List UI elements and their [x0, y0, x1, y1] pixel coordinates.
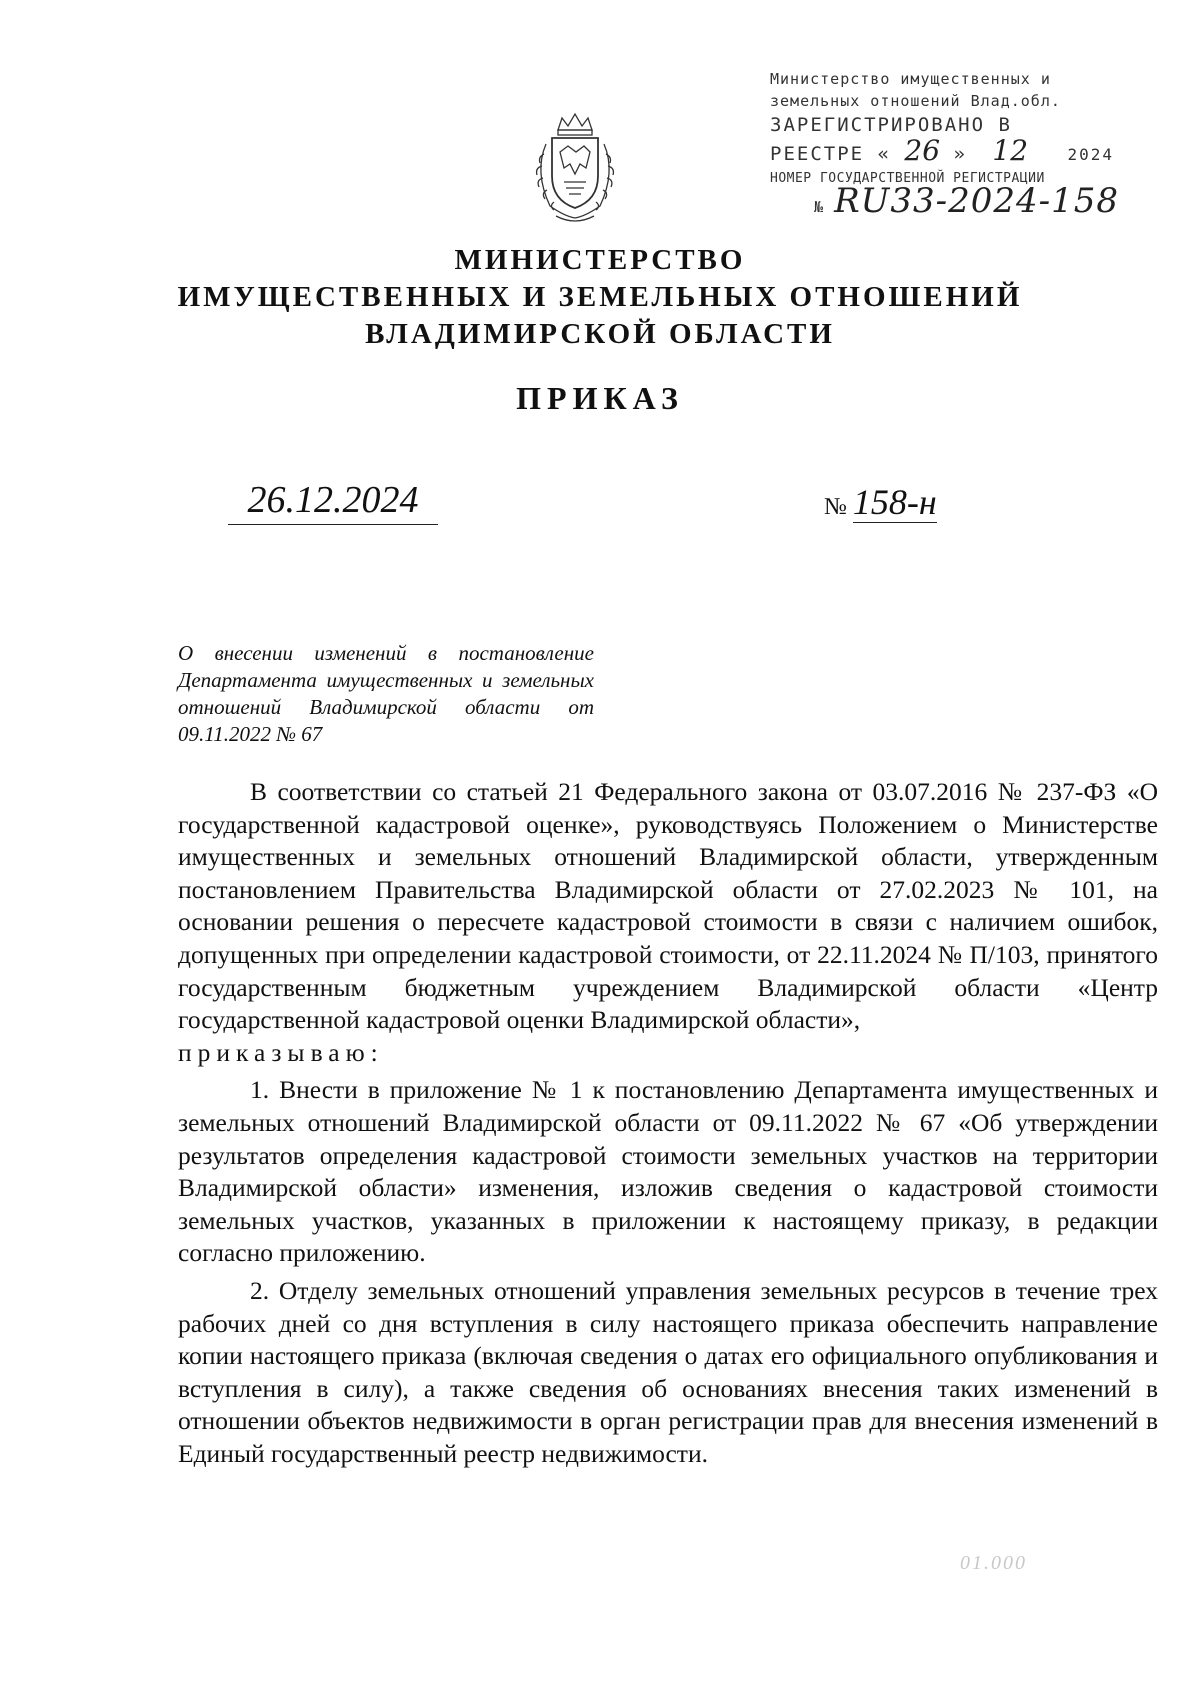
stamp-register-prefix: РЕЕСТРЕ « [770, 143, 891, 165]
preamble-text: В соответствии со статьей 21 Федерального закона от 03.07.2016 № 237-ФЗ «О государственной кадастровой оценке», руководствуясь Положением о Министерстве имущественных и земельных отношений Владимирской области, утвержденным постановлением Правительства Владимирской области от 27.02.2023 № 101, на основании решения о пересчете кадастровой стоимости в связи с наличием ошибок, допущенных при определении кадастровой стоимости, от 22.11.2024 № П/103, принятого государственным бюджетным учреждением Владимирской области «Центр государственной кадастровой оценки Владимирской области», [178, 777, 1158, 1035]
stamp-line-1: Министерство имущественных и [770, 70, 1051, 88]
stamp-separator: » [953, 143, 967, 165]
stamp-line-6 [770, 181, 1119, 221]
registration-stamp [770, 68, 1119, 221]
stamp-reg-number: RU33-2024-158 [834, 181, 1119, 221]
faint-page-mark: 01.000 [960, 1552, 1027, 1574]
ministry-line-3: ВЛАДИМИРСКОЙ ОБЛАСТИ [365, 318, 835, 350]
ministry-line-2: ИМУЩЕСТВЕННЫХ И ЗЕМЕЛЬНЫХ ОТНОШЕНИЙ [177, 281, 1023, 313]
stamp-day: 26 [904, 134, 941, 167]
paragraph-preamble [178, 776, 1158, 1069]
stamp-line-4 [770, 134, 1115, 168]
stamp-line-3: ЗАРЕГИСТРИРОВАНО В [770, 114, 1012, 136]
order-body [178, 776, 1158, 1470]
paragraph-item-1: 1. Внести в приложение № 1 к постановлению Департамента имущественных и земельных отношений Владимирской области от 09.11.2022 № 67 «Об утверждении результатов определения кадастровой стоимости земельных участков на территории Владимирской области» изменения, изложив сведения о кадастровой стоимости земельных участков, указанных в приложении к настоящему приказу, в редакции согласно приложению. [178, 1075, 1158, 1268]
order-subject: О внесении изменений в постановление Департамента имущественных и земельных отношений Владимирской области от 09.11.2022 № 67 [178, 641, 594, 746]
order-date: 26.12.2024 [228, 478, 438, 525]
stamp-line-2: земельных отношений Влад.обл. [770, 92, 1061, 110]
order-number-label: № [824, 494, 847, 520]
stamp-year: 2024 [1067, 145, 1115, 164]
document-title: ПРИКАЗ [516, 380, 684, 416]
coat-of-arms-emblem [520, 108, 630, 228]
order-action-word: приказываю: [178, 1037, 384, 1067]
ministry-line-1: МИНИСТЕРСТВО [454, 244, 746, 276]
stamp-number-sign: № [814, 198, 825, 216]
order-number: 158-н [852, 482, 937, 522]
stamp-line-5: НОМЕР ГОСУДАРСТВЕННОЙ РЕГИСТРАЦИИ [770, 171, 1045, 186]
ministry-header [0, 242, 1200, 353]
paragraph-item-2: 2. Отделу земельных отношений управления земельных ресурсов в течение трех рабочих дней со дня вступления в силу настоящего приказа обеспечить направление копии настоящего приказа (включая сведения о датах его официального опубликования и вступления в силу), а также сведения об основаниях внесения таких изменений в отношении объектов недвижимости в орган регистрации прав для внесения изменений в Единый государственный реестр недвижимости. [178, 1275, 1158, 1468]
stamp-month: 12 [992, 134, 1029, 167]
order-number-block [824, 482, 937, 523]
